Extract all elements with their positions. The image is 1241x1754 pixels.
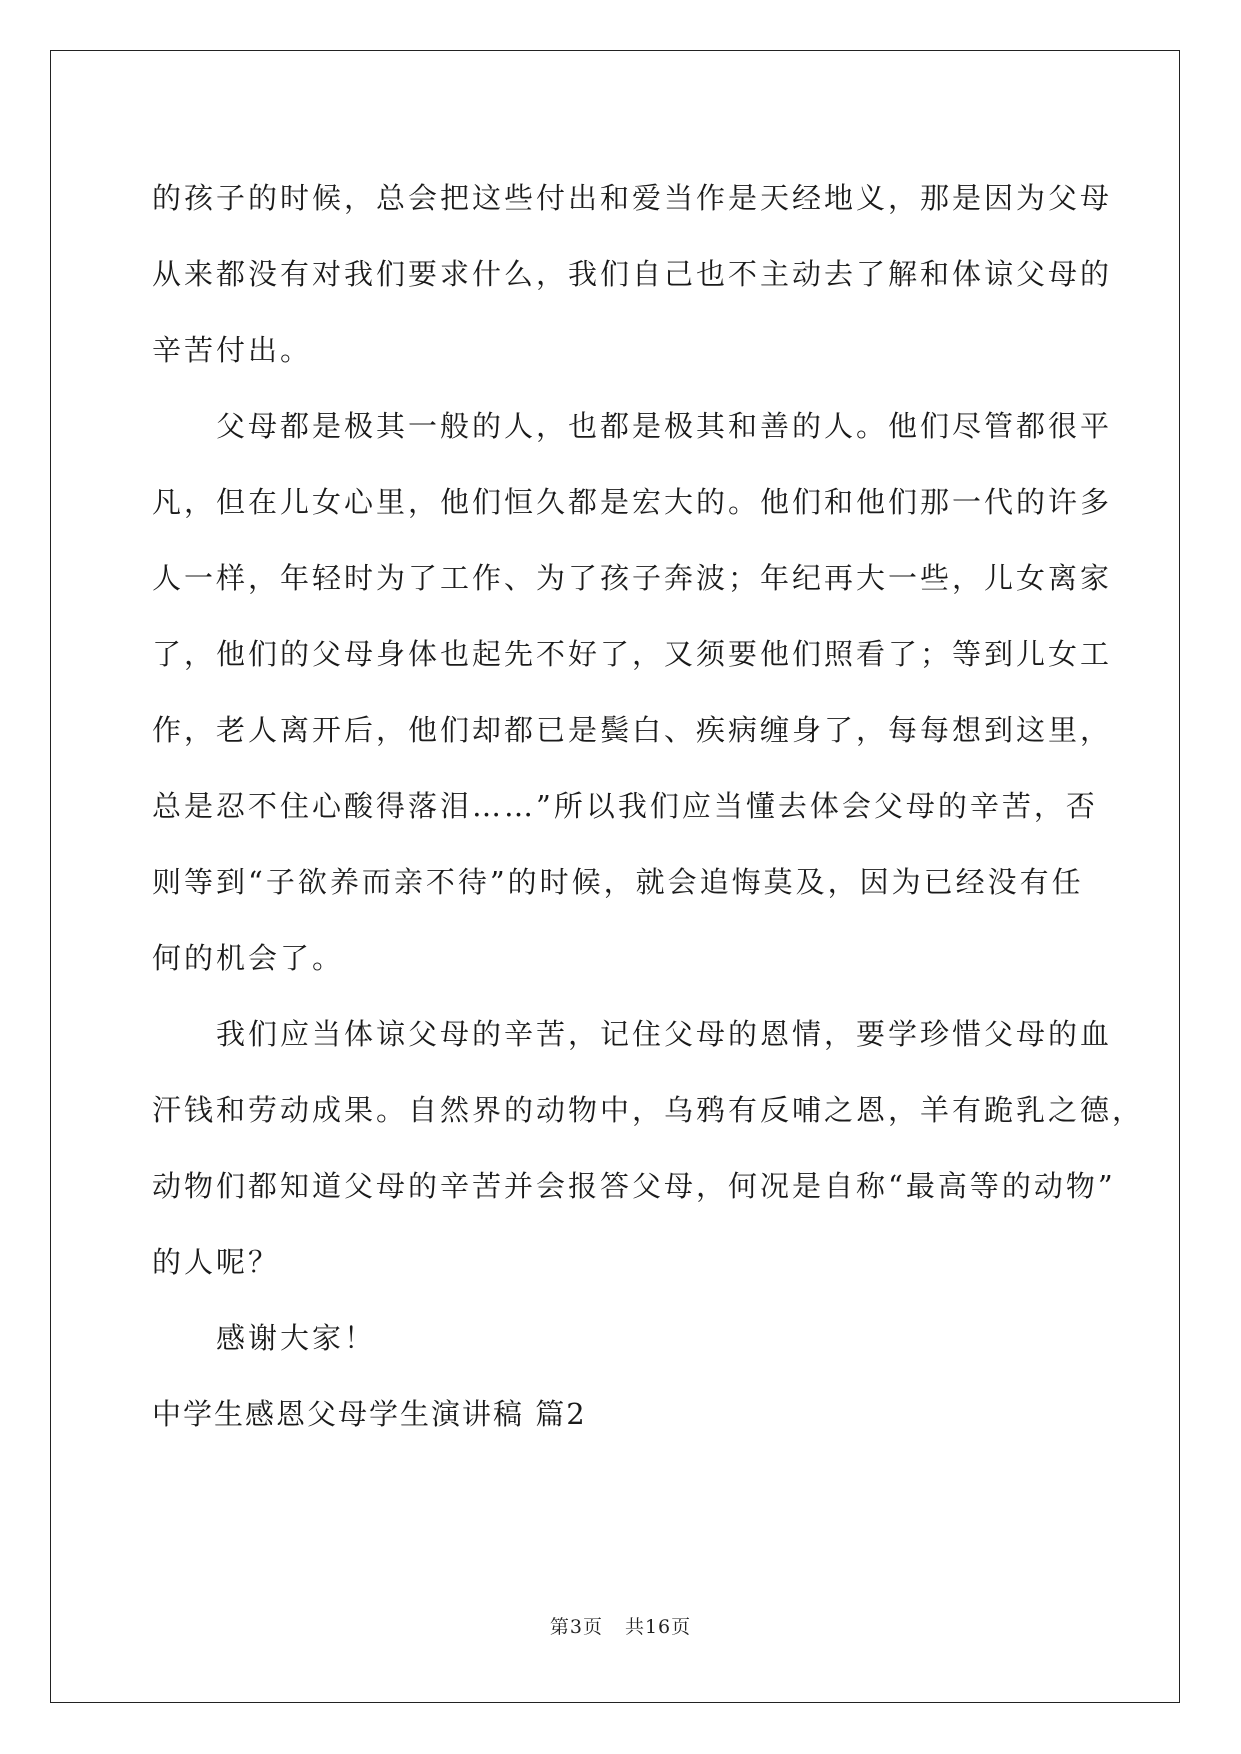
closing-text: 感谢大家！ [216, 1321, 377, 1355]
page-total: 共16页 [624, 1616, 692, 1638]
text-line: 何的机会了。 [152, 941, 345, 975]
paragraph-2 [152, 388, 1112, 996]
text-line: 辛苦付出。 [152, 333, 313, 367]
text-line: 我们应当体谅父母的辛苦，记住父母的恩情，要学珍惜父母的血 [216, 1017, 1113, 1051]
closing-paragraph [152, 1300, 1112, 1376]
text-line: 人一样，年轻时为了工作、为了孩子奔波；年纪再大一些，儿女离家 [152, 561, 1113, 595]
text-line: 的人呢？ [152, 1245, 281, 1279]
text-line: 总是忍不住心酸得落泪……”所以我们应当懂去体会父母的辛苦，否 [152, 789, 1098, 823]
text-line: 的孩子的时候，总会把这些付出和爱当作是天经地义，那是因为父母 [152, 181, 1113, 215]
page-number: 第3页 [549, 1616, 603, 1638]
paragraph-1 [152, 160, 1112, 388]
document-body [152, 160, 1145, 1452]
text-line: 动物们都知道父母的辛苦并会报答父母，何况是自称“最高等的动物” [152, 1169, 1116, 1203]
text-line: 汗钱和劳动成果。自然界的动物中，乌鸦有反哺之恩，羊有跪乳之德， [152, 1093, 1145, 1127]
text-line: 父母都是极其一般的人，也都是极其和善的人。他们尽管都很平 [216, 409, 1113, 443]
paragraph-3 [152, 996, 1145, 1300]
text-line: 则等到“子欲养而亲不待”的时候，就会追悔莫及，因为已经没有任 [152, 865, 1084, 899]
text-line: 了，他们的父母身体也起先不好了，又须要他们照看了；等到儿女工 [152, 637, 1113, 671]
text-line: 凡，但在儿女心里，他们恒久都是宏大的。他们和他们那一代的许多 [152, 485, 1113, 519]
text-line: 作，老人离开后，他们却都已是鬓白、疾病缠身了，每每想到这里， [152, 713, 1113, 747]
page-footer [0, 1612, 1241, 1639]
section-heading: 中学生感恩父母学生演讲稿 篇2 [152, 1397, 587, 1431]
text-line: 从来都没有对我们要求什么，我们自己也不主动去了解和体谅父母的 [152, 257, 1113, 291]
